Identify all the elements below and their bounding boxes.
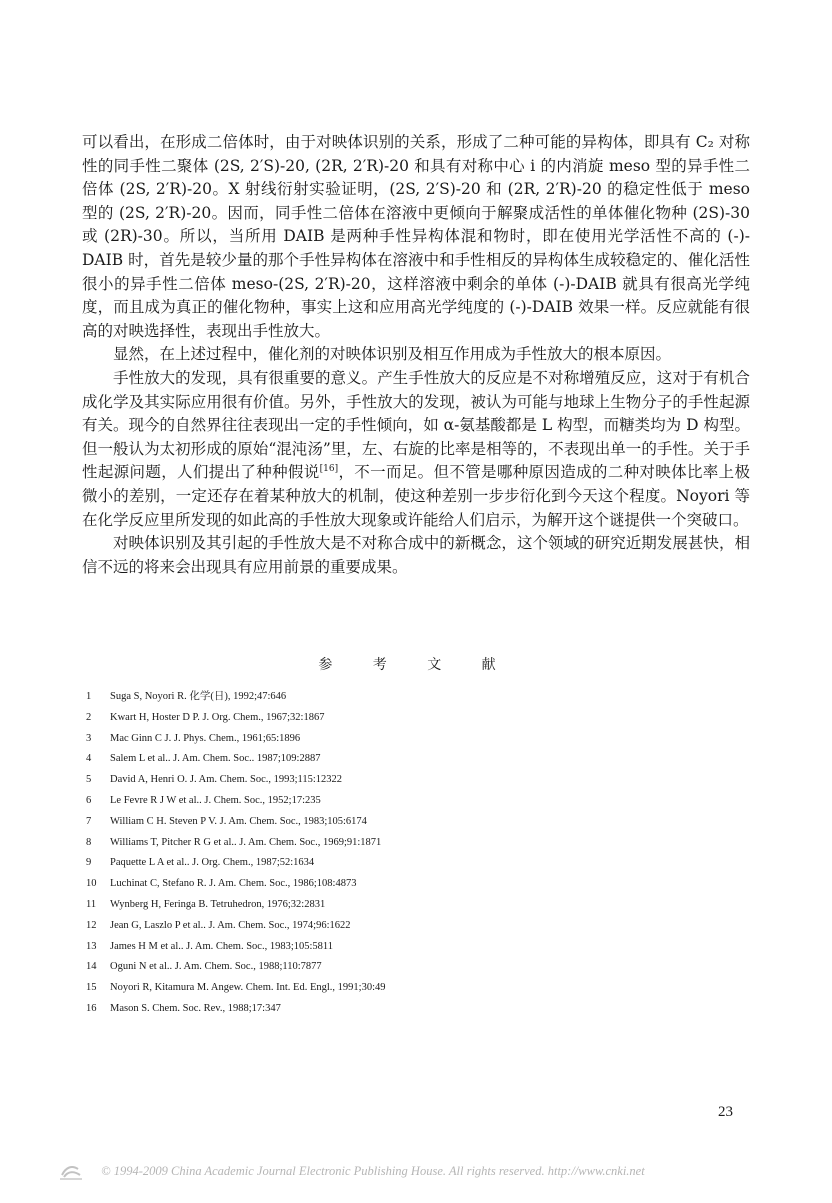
reference-number: 15 [86,982,97,994]
reference-item [86,853,746,874]
reference-text: Paquette L A et al.. J. Org. Chem., 1987;52:1634 [110,857,315,869]
reference-item [86,833,746,854]
reference-number: 1 [86,691,92,702]
reference-number: 14 [86,961,97,973]
copyright-footer [58,1160,758,1182]
cnki-logo-icon [58,1163,84,1181]
paragraph-recognition-cause: 显然，在上述过程中，催化剂的对映体识别及相互作用成为手性放大的根本原因。 [113,345,672,364]
reference-text: Luchinat C, Stefano R. J. Am. Chem. Soc., 1986;108:4873 [110,878,357,890]
reference-item [86,957,746,978]
reference-text: Suga S, Noyori R. 化学(日), 1992;47:646 [110,691,287,702]
reference-item [86,687,746,708]
reference-item [86,791,746,812]
reference-text: David A, Henri O. J. Am. Chem. Soc., 1993;115:12322 [110,774,343,786]
article-body [82,131,750,579]
reference-list [86,687,746,1020]
reference-item [86,812,746,833]
reference-number: 8 [86,836,92,848]
reference-item [86,916,746,937]
reference-number: 16 [86,1002,97,1014]
reference-text: Noyori R, Kitamura M. Angew. Chem. Int. Ed. Engl., 1991;30:49 [110,982,386,994]
reference-text: Williams T, Pitcher R G et al.. J. Am. Chem. Soc., 1969;91:1871 [110,836,382,848]
reference-text: Le Fevre R J W et al.. J. Chem. Soc., 1952;17:235 [110,794,321,806]
reference-number: 6 [86,794,92,806]
reference-item [86,749,746,770]
reference-item [86,770,746,791]
paragraph-dimer-explanation: 可以看出，在形成二倍体时，由于对映体识别的关系，形成了二种可能的异构体，即具有 C₂ 对称性的同手性二聚体 (2S, 2′S)-20, (2R, 2′R)-20 和具有对称中心 i 的内消旋 meso 型的异手性二倍体 (2S, 2′R)-20。X 射线衍射实验证明，(2S, 2′S)-20 和 (2R, 2′R)-20 的稳定性低于 meso 型的 (2S, 2′R)-20。因而，同手性二倍体在溶液中更倾向于解聚成活性的单体催化物种 (2S)-30 或 (2R)-30。所以，当所用 DAIB 是两种手性异构体混和物时，即在使用光学活性不高的 (-)-DAIB 时，首先是较少量的那个手性异构体在溶液中和手性相反的异构体生成较稳定的、催化活性很小的异手性二倍体 meso-(2S, 2′R)-20，这样溶液中剩余的单体 (-)-DAIB 就具有很高光学纯度，而且成为真正的催化物种，事实上这和应用高光学纯度的 (-)-DAIB 效果一样。反应就能有很高的对映选择性，表现出手性放大。 [82,133,750,340]
reference-number: 13 [86,940,97,952]
reference-number: 10 [86,878,97,890]
reference-number: 4 [86,753,92,765]
reference-number: 12 [86,919,97,931]
page-number: 23 [718,1104,733,1120]
reference-item [86,729,746,750]
reference-item [86,978,746,999]
reference-text: William C H. Steven P V. J. Am. Chem. Soc., 1983;105:6174 [110,815,367,827]
reference-text: Jean G, Laszlo P et al.. J. Am. Chem. Soc., 1974;96:1622 [110,919,351,931]
paragraph-significance-part1: 手性放大的发现，具有很重要的意义。产生手性放大的反应是不对称增殖反应，这对于有机合成化学及其实际应用很有价值。另外，手性放大的发现，被认为可能与地球上生物分子的手性起源有关。现今的自然界往往表现出一定的手性倾向，如 α-氨基酸都是 L 构型，而糖类均为 D 构型。但一般认为太初形成的原始“混沌汤”里，左、右旋的比率是相等的，不表现出单一的手性。关于手性起源问题，人们提出了种种假说 [82,368,750,482]
reference-item [86,708,746,729]
reference-item [86,937,746,958]
paragraph-significance-part2: ，不一而足。但不管是哪种原因造成的二种对映体比率上极微小的差别，一定还存在着某种放大的机制，使这种差别一步步衍化到今天这个程度。Noyori 等在化学反应里所发现的如此高的手性放大现象或许能给人们启示，为解开这个谜提供一个突破口。 [82,463,750,529]
citation-superscript: [16] [319,464,339,475]
reference-item [86,874,746,895]
paragraph-conclusion: 对映体识别及其引起的手性放大是不对称合成中的新概念，这个领域的研究近期发展甚快，相信不远的将来会出现具有应用前景的重要成果。 [82,534,750,576]
paragraph-significance [82,367,750,532]
references-heading: 参 考 文 献 [318,657,514,673]
reference-number: 7 [86,815,92,827]
reference-number: 9 [86,857,92,869]
reference-item [86,999,746,1020]
reference-item [86,895,746,916]
reference-number: 3 [86,732,92,744]
reference-text: Wynberg H, Feringa B. Tetruhedron, 1976;32:2831 [110,898,326,910]
reference-text: Salem L et al.. J. Am. Chem. Soc.. 1987;109:2887 [110,753,321,765]
reference-number: 2 [86,711,92,723]
reference-text: Mason S. Chem. Soc. Rev., 1988;17:347 [110,1002,281,1014]
reference-number: 11 [86,898,97,910]
reference-text: Oguni N et al.. J. Am. Chem. Soc., 1988;110:7877 [110,961,322,973]
reference-text: James H M et al.. J. Am. Chem. Soc., 1983;105:5811 [110,940,334,952]
reference-text: Kwart H, Hoster D P. J. Org. Chem., 1967;32:1867 [110,711,325,723]
reference-text: Mac Ginn C J. J. Phys. Chem., 1961;65:1896 [110,732,301,744]
reference-number: 5 [86,774,92,786]
copyright-text: © 1994-2009 China Academic Journal Electronic Publishing House. All rights reserved. http://www.cnki.net [101,1164,645,1178]
